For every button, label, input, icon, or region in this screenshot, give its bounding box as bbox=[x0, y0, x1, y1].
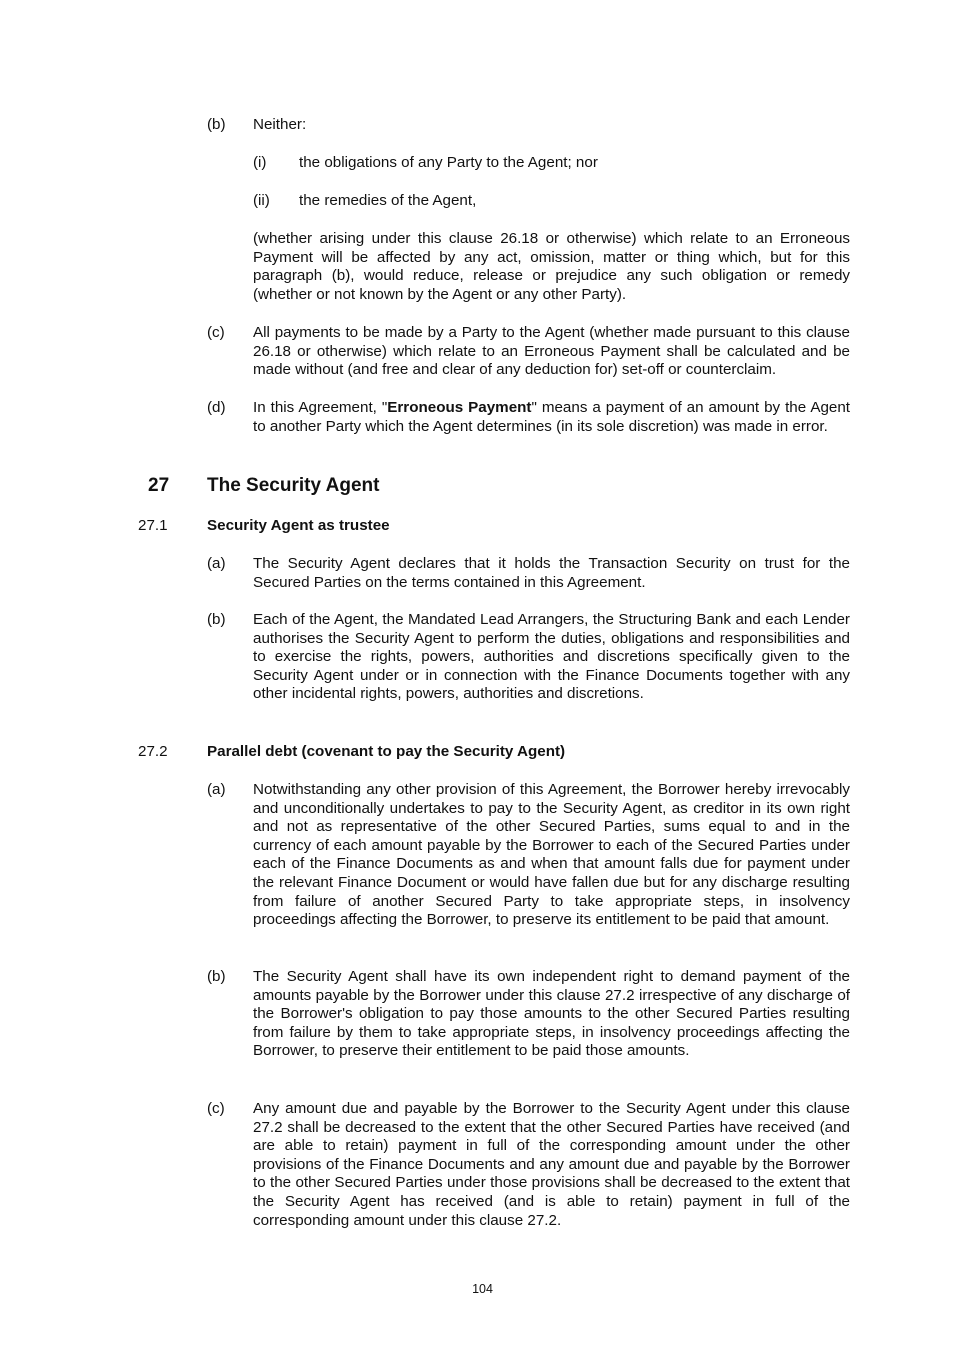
clause-27-2-number: 27.2 bbox=[138, 743, 168, 760]
clause-27-2-a-text: Notwithstanding any other provision of this Agreement, the Borrower hereby irrevocably and unconditionally undertakes to pay to the Security Agent, as creditor in its own right and not as representative of the other Secured Parties, sums equal to and in the currency of each amount payable by the Borrower to each of the Secured Parties under each of the Finance Documents as and when that amount falls due for payment under the relevant Finance Document or would have fallen due but for any discharge resulting from failure of another Secured Party to take appropriate steps, in insolvency proceedings affecting the Borrower, to preserve its entitlement to be paid that amount. bbox=[253, 781, 850, 929]
clause-27-2-title: Parallel debt (covenant to pay the Security Agent) bbox=[207, 743, 566, 760]
clause-27-1-b-text: Each of the Agent, the Mandated Lead Arrangers, the Structuring Bank and each Lender authorises the Security Agent to perform the duties, obligations and responsibilities and to exercise the rights, powers, authorities and discretions specifically given to the Security Agent under or in connection with the Finance Documents together with any other incidental rights, powers, authorities and discretions. bbox=[253, 611, 850, 703]
subpara-ii-text: the remedies of the Agent, bbox=[299, 192, 477, 209]
para-d-text bbox=[253, 399, 850, 436]
para-d-pre: In this Agreement, " bbox=[253, 399, 388, 416]
clause-27-1-title: Security Agent as trustee bbox=[207, 517, 390, 534]
section-title: The Security Agent bbox=[207, 475, 380, 496]
para-d-post: " means a payment of an amount by the Agent to another Party which the Agent determines (in its sole discretion) was made in error. bbox=[253, 399, 851, 435]
para-c-label: (c) bbox=[207, 324, 225, 341]
para-c-text: All payments to be made by a Party to the Agent (whether made pursuant to this clause 26.18 or otherwise) which relate to an Erroneous Payment shall be calculated and be made without (and free and clear of any deduction for) set-off or counterclaim. bbox=[253, 324, 850, 379]
clause-27-1-b-label: (b) bbox=[207, 611, 226, 628]
subpara-i-text: the obligations of any Party to the Agent; nor bbox=[299, 154, 598, 171]
clause-27-2-b-label: (b) bbox=[207, 968, 226, 985]
subpara-ii-label: (ii) bbox=[253, 192, 270, 209]
clause-27-1-a-text: The Security Agent declares that it holds the Transaction Security on trust for the Secured Parties on the terms contained in this Agreement. bbox=[253, 555, 850, 591]
clause-27-2-c-label: (c) bbox=[207, 1100, 225, 1117]
defined-term: Erroneous Payment bbox=[387, 399, 532, 416]
clause-27-2-a-label: (a) bbox=[207, 781, 226, 798]
subpara-i-label: (i) bbox=[253, 154, 267, 171]
para-b-label: (b) bbox=[207, 116, 226, 133]
clause-27-1-a-label: (a) bbox=[207, 555, 226, 572]
page-number: 104 bbox=[472, 1282, 493, 1296]
section-number: 27 bbox=[148, 475, 170, 496]
para-b-intro: Neither: bbox=[253, 116, 307, 133]
clause-27-1-number: 27.1 bbox=[138, 517, 168, 534]
para-b-tail: (whether arising under this clause 26.18 or otherwise) which relate to an Erroneous Payment will be affected by any act, omission, matter or thing which, but for this paragraph (b), would reduce, release or prejudice any such obligation or remedy (whether or not known by the Agent or any other Party). bbox=[253, 230, 850, 303]
clause-27-2-c-text: Any amount due and payable by the Borrower to the Security Agent under this clause 27.2 shall be decreased to the extent that the other Secured Parties have received (and are able to retain) payment in full of the corresponding amount under the other provisions of the Finance Documents and any amount due and payable by the Borrower to the other Secured Parties under those provisions shall be decreased to the extent that the Security Agent has received (and is able to retain) payment in full of the corresponding amount under this clause 27.2. bbox=[253, 1100, 850, 1229]
clause-27-2-b-text: The Security Agent shall have its own independent right to demand payment of the amounts payable by the Borrower under this clause 27.2 irrespective of any discharge of the Borrower's obligation to pay those amounts to the other Secured Parties resulting from failure by them to take appropriate steps, in insolvency proceedings affecting the Borrower, to preserve their entitlement to be paid those amounts. bbox=[253, 968, 850, 1060]
para-d-label: (d) bbox=[207, 399, 226, 416]
